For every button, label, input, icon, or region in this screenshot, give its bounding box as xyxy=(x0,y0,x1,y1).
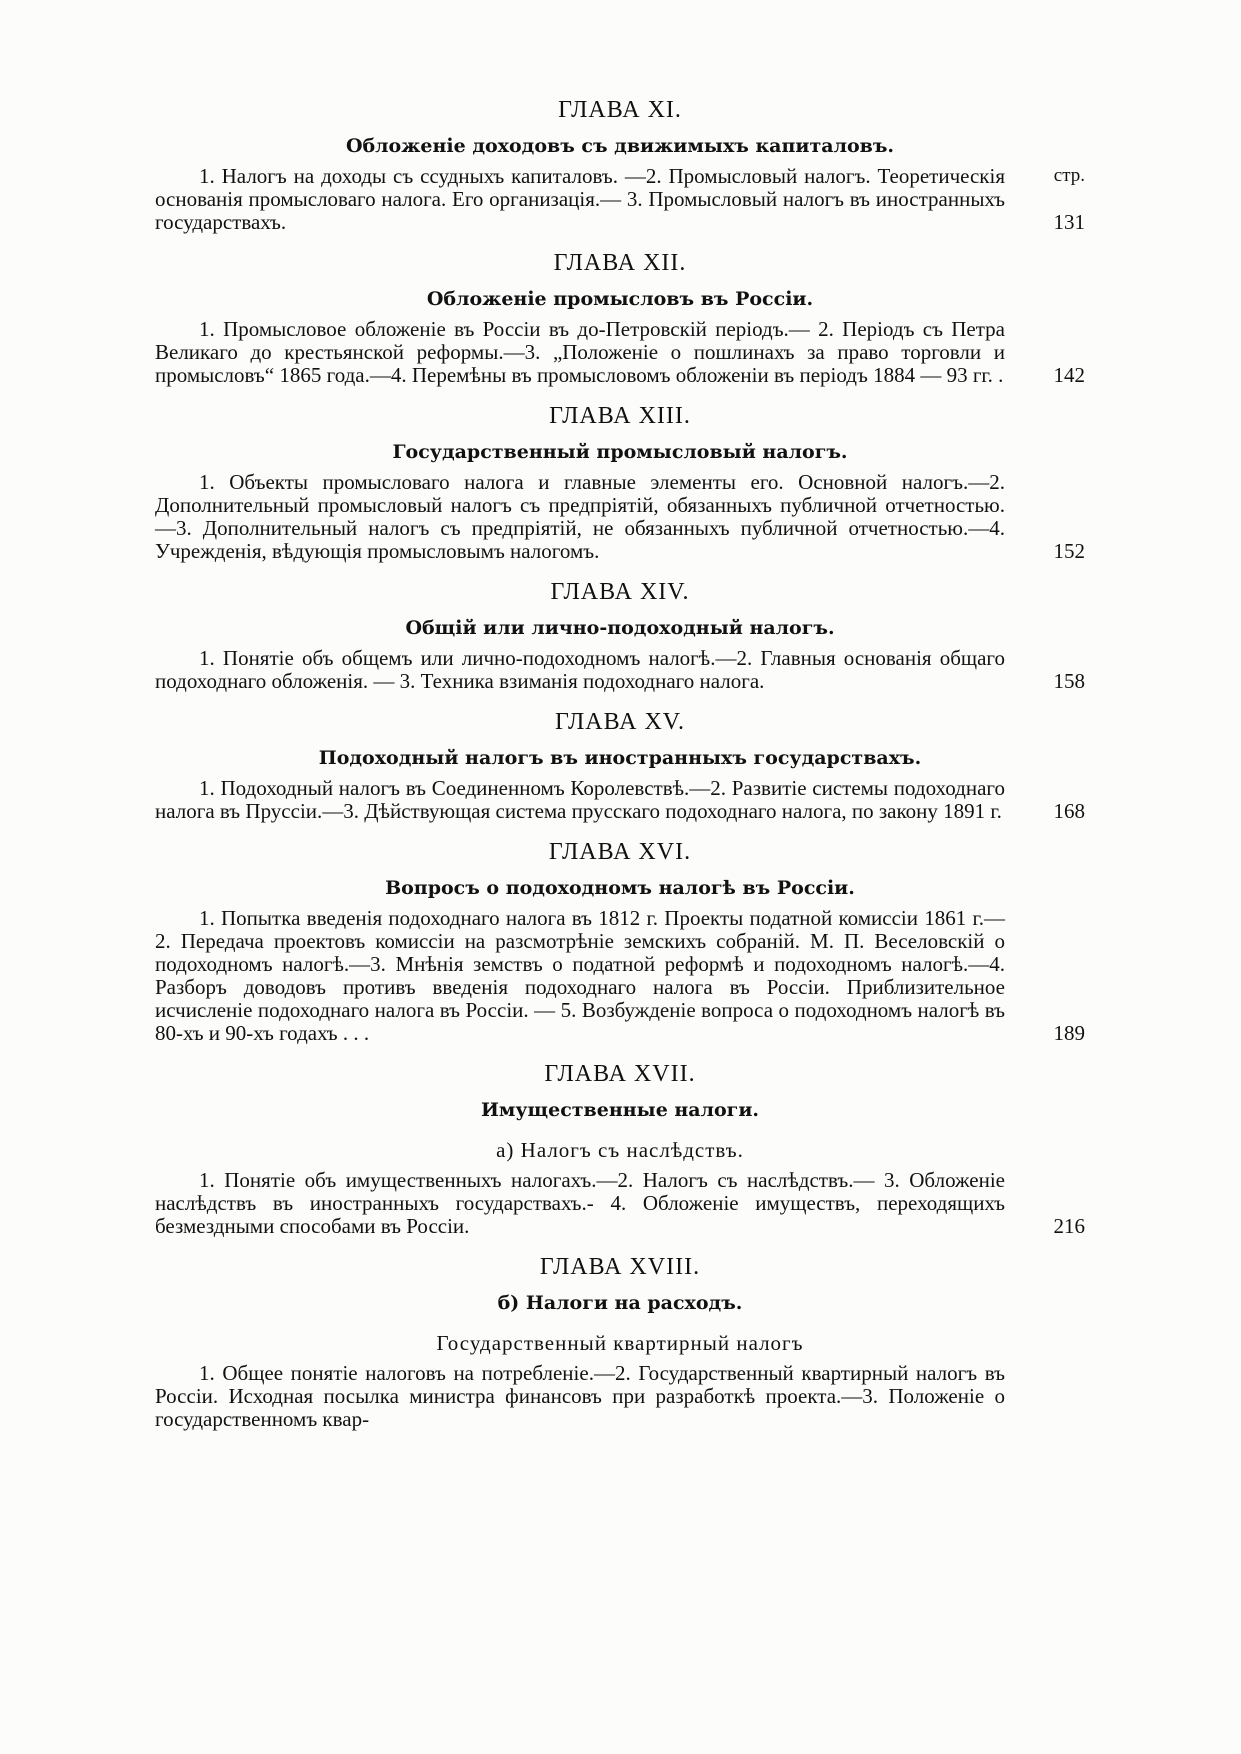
chapter-xv xyxy=(155,707,1085,823)
page-column-header: стр. xyxy=(1053,165,1085,186)
chapter-subtitle: Подоходный налогъ въ иностранныхъ государствахъ. xyxy=(318,747,922,769)
chapter-subtitle: Обложеніе доходовъ съ движимыхъ капиталовъ. xyxy=(345,135,895,157)
chapter-contents: 1. Попытка введенія подоходнаго налога въ 1812 г. Проекты податной комиссіи 1861 г.—2. Передача проектовъ комиссіи на разсмотрѣніе земскихъ собраній. М. П. Веселовскій о подоходномъ налогѣ.—3. Мнѣнія земствъ о податной реформѣ и подоходномъ налогѣ.—4. Разборъ доводовъ противъ введенія подоходнаго налога въ Россіи. Приблизительное исчисленіе подоходнаго налога въ Россіи. — 5. Возбужденіе вопроса о подоходномъ налогѣ въ 80-хъ и 90-хъ годахъ . . . xyxy=(155,906,1005,1045)
page-number: 131 xyxy=(1053,210,1085,234)
chapter-subtitle: Государственный промысловый налогъ. xyxy=(392,441,848,463)
page-number: 152 xyxy=(1053,539,1085,563)
chapter-title: ГЛАВА XIII. xyxy=(549,403,691,429)
page-number: 168 xyxy=(1053,799,1085,823)
chapter-subtitle: Имущественные налоги. xyxy=(480,1099,760,1121)
page-number: 142 xyxy=(1053,363,1085,387)
chapter-title: ГЛАВА XII. xyxy=(553,250,687,276)
chapter-contents: 1. Общее понятіе налоговъ на потребленіе.—2. Государственный квартирный налогъ въ Россіи. Исходная посылка министра финансовъ при разработкѣ проекта.—3. Положеніе о государственномъ квар- xyxy=(155,1361,1005,1431)
chapter-contents: 1. Промысловое обложеніе въ Россіи въ до-Петровскій періодъ.— 2. Періодъ съ Петра Великаго до крестьянской реформы.—3. „Положеніе о пошлинахъ за право торговли и промысловъ“ 1865 года.—4. Перемѣны въ промысловомъ обложеніи въ періодъ 1884 — 93 гг. . xyxy=(155,317,1005,387)
page-number: 216 xyxy=(1053,1214,1085,1238)
table-of-contents xyxy=(155,95,1085,1431)
chapter-xiv xyxy=(155,577,1085,693)
chapter-contents: 1. Объекты промысловаго налога и главные элементы его. Основной налогъ.—2. Дополнительный промысловый налогъ съ предпріятій, обязанныхъ публичной отчетностью.—3. Дополнительный налогъ съ предпріятій, не обязанныхъ публичной отчетностью.—4. Учрежденія, вѣдующія промысловымъ налогомъ. xyxy=(155,470,1005,563)
chapter-subtitle: Вопросъ о подоходномъ налогѣ въ Россіи. xyxy=(385,877,855,899)
chapter-title: ГЛАВА XVII. xyxy=(544,1061,696,1087)
chapter-contents: 1. Понятіе объ общемъ или лично-подоходномъ налогѣ.—2. Главныя основанія общаго подоходнаго обложенія. — 3. Техника взиманія подоходнаго налога. xyxy=(155,646,1005,693)
chapter-xvi xyxy=(155,837,1085,1045)
chapter-contents: 1. Подоходный налогъ въ Соединенномъ Королевствѣ.—2. Развитіе системы подоходнаго налога въ Пруссіи.—3. Дѣйствующая система прусскаго подоходнаго налога, по закону 1891 г. xyxy=(155,776,1005,823)
page-number: 189 xyxy=(1053,1021,1085,1045)
chapter-section-title: а) Налогъ съ наслѣдствъ. xyxy=(496,1138,744,1162)
chapter-title: ГЛАВА XV. xyxy=(554,709,686,735)
chapter-xvii xyxy=(155,1059,1085,1238)
chapter-xii xyxy=(155,248,1085,387)
chapter-title: ГЛАВА XVIII. xyxy=(539,1254,701,1280)
chapter-contents: 1. Налогъ на доходы съ ссудныхъ капиталовъ. —2. Промысловый налогъ. Теоретическія основанія промысловаго налога. Его организація.— 3. Промысловый налогъ въ иностранныхъ государствахъ. xyxy=(155,164,1005,234)
chapter-xviii xyxy=(155,1252,1085,1431)
chapter-title: ГЛАВА XI. xyxy=(558,97,682,123)
chapter-section-title: Государственный квартирный налогъ xyxy=(436,1331,804,1355)
chapter-title: ГЛАВА XIV. xyxy=(550,579,690,605)
chapter-title: ГЛАВА XVI. xyxy=(548,839,692,865)
chapter-contents: 1. Понятіе объ имущественныхъ налогахъ.—2. Налогъ съ наслѣдствъ.— 3. Обложеніе наслѣдствъ въ иностранныхъ государствахъ.- 4. Обложеніе имуществъ, переходящихъ безмездными способами въ Россіи. xyxy=(155,1168,1005,1238)
chapter-subtitle: Общій или лично-подоходный налогъ. xyxy=(405,617,835,639)
page-number: 158 xyxy=(1053,669,1085,693)
chapter-xiii xyxy=(155,401,1085,563)
chapter-subtitle: б) Налоги на расходъ. xyxy=(497,1292,743,1314)
chapter-xi xyxy=(155,95,1085,234)
chapter-subtitle: Обложеніе промысловъ въ Россіи. xyxy=(426,288,814,310)
